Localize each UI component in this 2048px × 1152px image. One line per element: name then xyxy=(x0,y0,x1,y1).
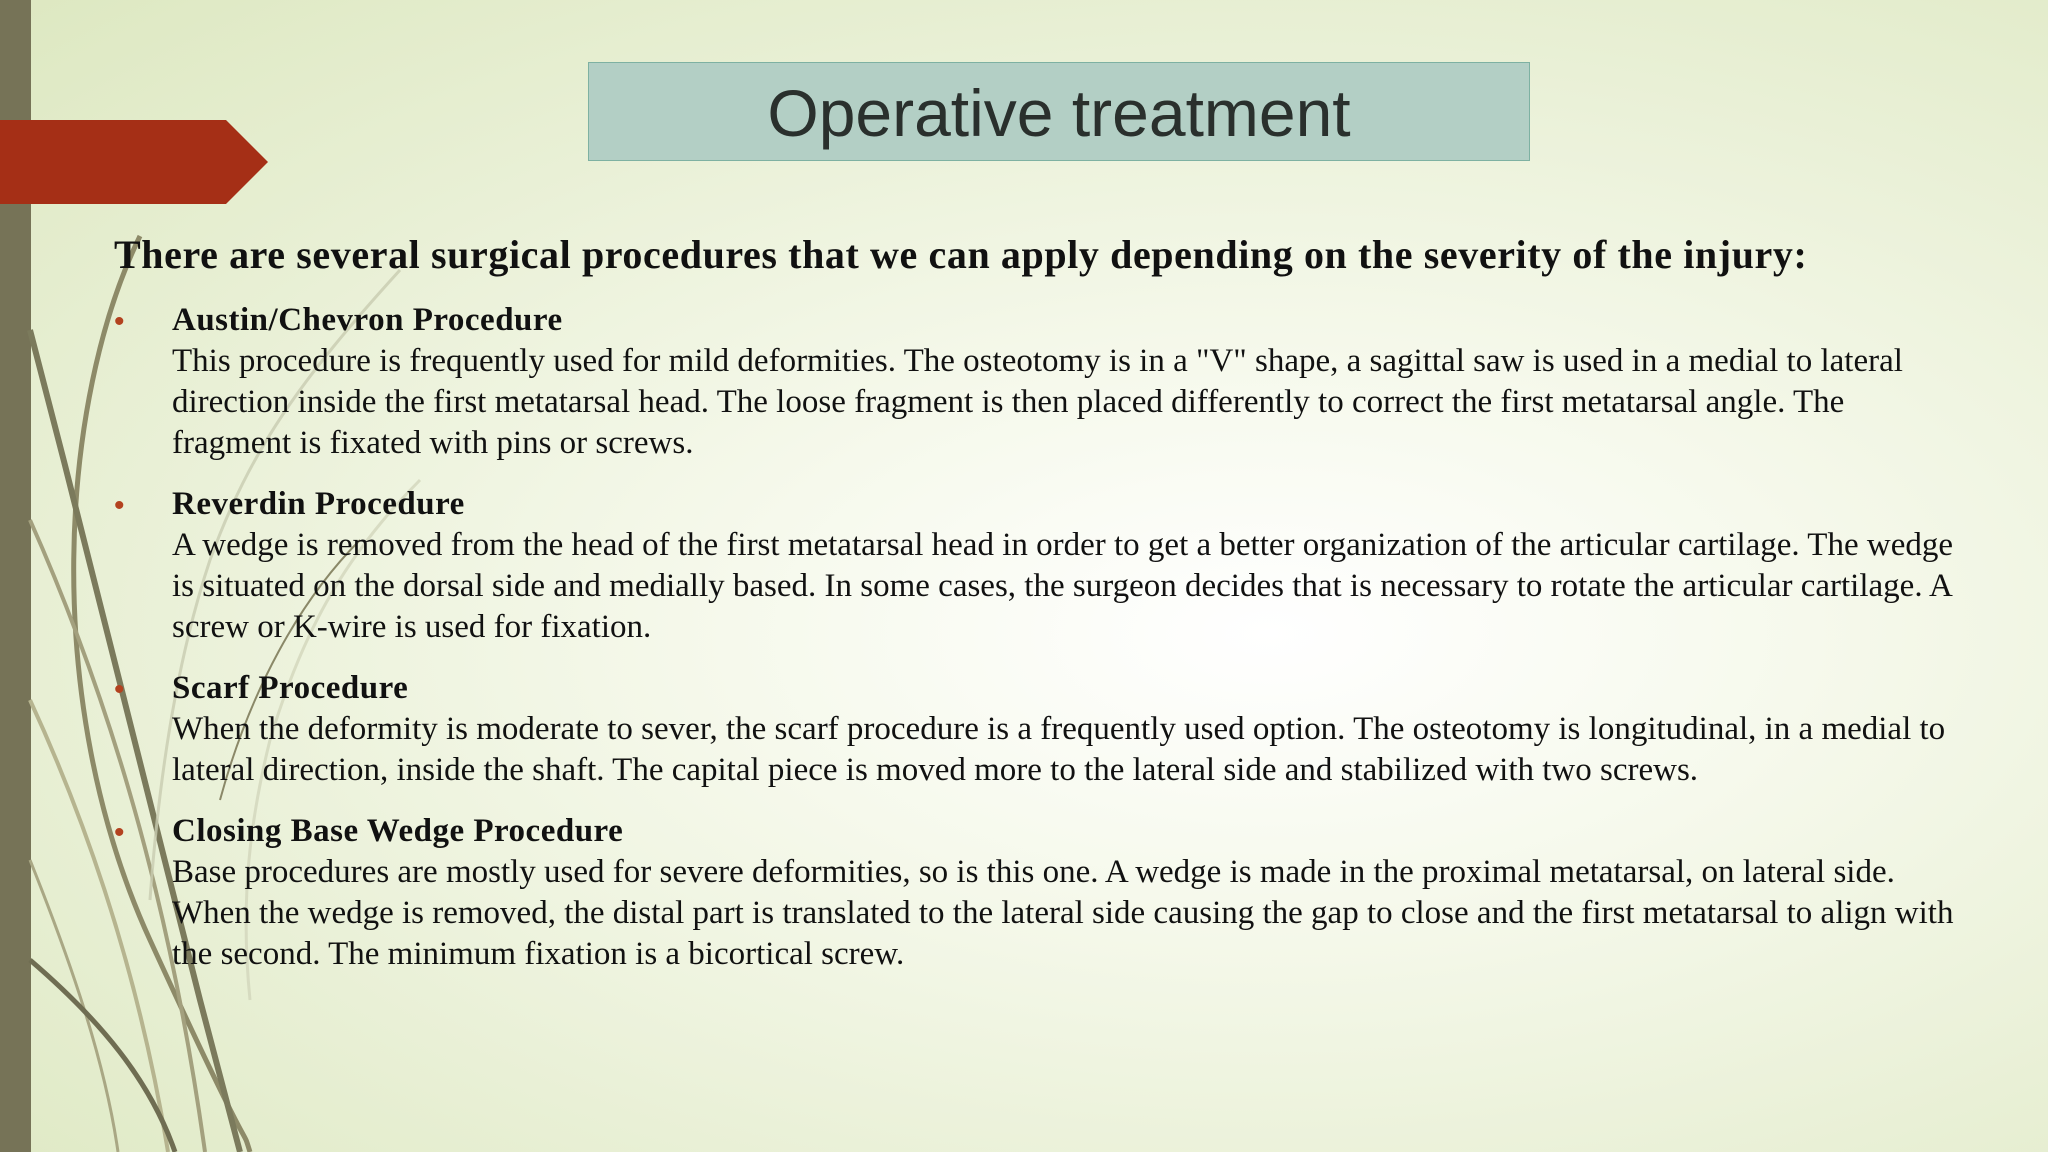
procedure-item-closing-base-wedge xyxy=(114,811,1954,975)
left-accent-bar xyxy=(0,0,31,1152)
bullet-icon: • xyxy=(114,489,125,522)
procedure-description: Base procedures are mostly used for severe deformities, so is this one. A wedge is made in the proximal metatarsal, on lateral side. When the wedge is removed, the distal part is translated to the lateral side causing the gap to close and the first metatarsal to align with the second. The minimum fixation is a bicortical screw. xyxy=(172,854,1954,972)
procedure-item-scarf xyxy=(114,668,1954,791)
procedure-title: Closing Base Wedge Procedure xyxy=(172,813,624,849)
stem-5 xyxy=(30,860,118,1152)
procedure-title: Austin/Chevron Procedure xyxy=(172,302,563,338)
bullet-icon: • xyxy=(114,305,125,338)
procedure-item-reverdin xyxy=(114,484,1954,648)
procedure-title: Scarf Procedure xyxy=(172,670,409,706)
bullet-icon: • xyxy=(114,673,125,706)
procedure-description: This procedure is frequently used for mild deformities. The osteotomy is in a "V" shape, a sagittal saw is used in a medial to lateral direction inside the first metatarsal head. The loose fragment is then placed differently to correct the first metatarsal angle. The fragment is fixated with pins or screws. xyxy=(172,343,1903,461)
intro-text: There are several surgical procedures that we can apply depending on the severity of the injury: xyxy=(114,232,1808,277)
procedure-description: A wedge is removed from the head of the first metatarsal head in order to get a better organization of the articular cartilage. The wedge is situated on the dorsal side and medially based. In some cases, the surgeon decides that is necessary to rotate the articular cartilage. A screw or K-wire is used for fixation. xyxy=(172,527,1953,645)
title-box xyxy=(588,62,1530,161)
procedure-item-austin-chevron xyxy=(114,300,1954,464)
slide-title: Operative treatment xyxy=(767,75,1351,150)
procedure-title: Reverdin Procedure xyxy=(172,486,465,522)
red-arrow-tab xyxy=(0,120,268,204)
slide-content xyxy=(114,232,1954,995)
procedure-description: When the deformity is moderate to sever, the scarf procedure is a frequently used option. The osteotomy is longitudinal, in a medial to lateral direction, inside the shaft. The capital piece is moved more to the lateral side and stabilized with two screws. xyxy=(172,711,1946,788)
bullet-icon: • xyxy=(114,816,125,849)
